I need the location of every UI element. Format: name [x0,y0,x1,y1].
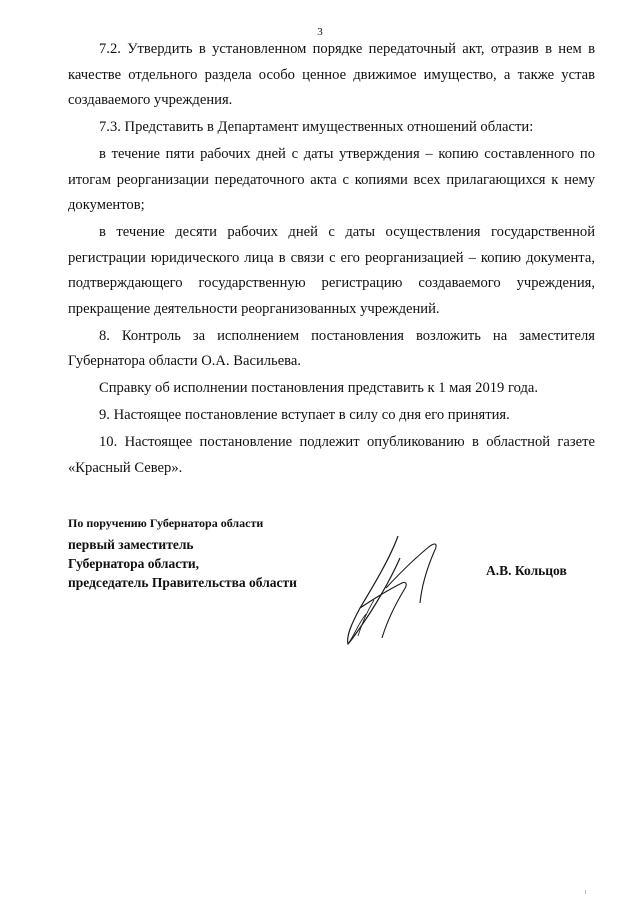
paragraph-7-3-item-2: в течение десяти рабочих дней с даты осуществления государственной регистрации юридического лица в связи с его реорганизацией – копию документа, подтверждающего государственную регистрацию создаваемого учреждения, прекращение деятельности реорганизованных учреждений. [68,224,595,317]
signatory-position-2: Губернатора области, [68,556,199,571]
paragraph-10: 10. Настоящее постановление подлежит опубликованию в областной газете «Красный Север». [68,434,595,476]
signature-block [68,515,368,592]
document-body [68,37,595,483]
paragraph-7-3: 7.3. Представить в Департамент имущественных отношений области: [99,119,534,135]
paragraph-9: 9. Настоящее постановление вступает в силу со дня его принятия. [99,407,510,423]
handwritten-signature [330,528,460,653]
paragraph-7-3-item-1: в течение пяти рабочих дней с даты утверждения – копию составленного по итогам реорганизации передаточного акта с копиями всех прилагающихся к нему документов; [68,146,595,213]
signatory-position-3: председатель Правительства области [68,575,297,590]
signatory-name: А.В. Кольцов [486,563,567,578]
signatory-authority: По поручению Губернатора области [68,516,264,530]
paragraph-7-2: 7.2. Утвердить в установленном порядке передаточный акт, отразив в нем в качестве отдельного раздела особо ценное движимое имущество, а также устав создаваемого учреждения. [68,41,595,108]
scan-artifact [585,890,586,894]
paragraph-8-report: Справку об исполнении постановления представить к 1 мая 2019 года. [99,380,539,396]
page-number: 3 [317,26,323,38]
paragraph-8: 8. Контроль за исполнением постановления возложить на заместителя Губернатора области О.А. Васильева. [68,327,595,369]
signatory-position-1: первый заместитель [68,537,194,552]
